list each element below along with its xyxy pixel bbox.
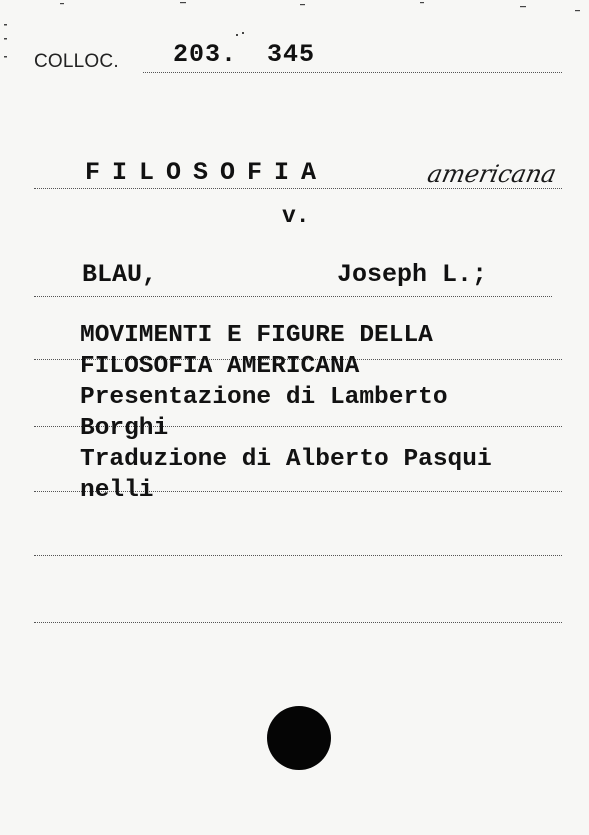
title-line: MOVIMENTI E FIGURE DELLA xyxy=(80,322,433,349)
ruling-line-colloc xyxy=(143,72,562,73)
punch-hole xyxy=(267,706,331,770)
ruling-line-5 xyxy=(34,622,562,623)
title-line: nelli xyxy=(80,477,154,504)
ruling-line-4 xyxy=(34,555,562,556)
title-line: Presentazione di Lamberto xyxy=(80,384,448,411)
author-given-name: Joseph L.; xyxy=(337,260,488,289)
ruling-line-subject xyxy=(34,188,562,189)
ruling-line-author xyxy=(34,296,552,297)
subject-handwritten: americana xyxy=(425,160,559,188)
colloc-value: 203. 345 xyxy=(173,40,316,69)
subject-heading: FILOSOFIA xyxy=(85,158,329,187)
see-mark: v. xyxy=(282,203,310,229)
title-line: Borghi xyxy=(80,415,169,442)
author-surname: BLAU, xyxy=(82,260,158,289)
colloc-label: COLLOC. xyxy=(34,51,119,72)
title-line: Traduzione di Alberto Pasqui xyxy=(80,446,492,473)
title-line: FILOSOFIA AMERICANA xyxy=(80,353,360,380)
title-block xyxy=(80,320,492,506)
